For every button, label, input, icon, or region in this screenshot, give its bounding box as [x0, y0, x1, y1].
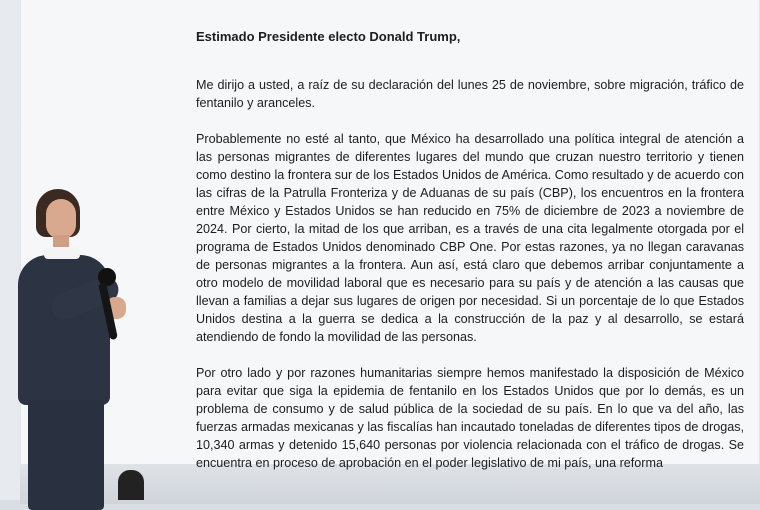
speaker-collar [44, 247, 80, 259]
letter-text [196, 28, 744, 472]
letter-greeting: Estimado Presidente electo Donald Trump, [196, 29, 461, 44]
letter-paragraph-2: Probablemente no esté al tanto, que México ha desarrollado una política integral de atención a las personas migrantes de diferentes lugares del mundo que cruzan nuestro territorio y tienen como destino la frontera sur de los Estados Unidos de América. Como resultado y de acuerdo con las cifras de la Patrulla Fronteriza y de Aduanas de su país (CBP), los encuentros en la frontera entre México y Estados Unidos se han reducido en 75% de diciembre de 2023 a noviembre de 2024. Por cierto, la mitad de los que arriban, es a través de una cita legalmente otorgada por el programa de Estados Unidos denominado CBP One. Por estas razones, ya no llegan caravanas de personas migrantes a la frontera. Aun así, está claro que debemos arribar conjuntamente a otro modelo de movilidad laboral que es necesario para su país y de atención a las causas que llevan a familias a dejar sus lugares de origen por necesidad. Si un porcentaje de lo que Estados Unidos destina a la guerra se dedica a la construcción de la paz y al desarrollo, se estará atendiendo de fondo la movilidad de las personas. [196, 132, 744, 344]
speaker-trousers [28, 400, 104, 510]
speaker-jacket [18, 255, 110, 405]
speaker-figure [10, 185, 150, 505]
microphone-stand [118, 470, 144, 500]
letter-paragraph-3: Por otro lado y por razones humanitarias siempre hemos manifestado la disposición de México para evitar que siga la epidemia de fentanilo en los Estados Unidos que por lo demás, es un problema de consumo y de salud pública de la sociedad de su país. En lo que va del año, las fuerzas armadas mexicanas y las fiscalías han incautado toneladas de diferentes tipos de drogas, 10,340 armas y detenido 15,640 personas por violencia relacionada con el tráfico de drogas. Se encuentra en proceso de aprobación en el poder legislativo de mi país, una reforma [196, 366, 744, 470]
speaker-face [46, 199, 76, 239]
letter-paragraph-1: Me dirijo a usted, a raíz de su declaración del lunes 25 de noviembre, sobre migración, tráfico de fentanilo y aranceles. [196, 78, 744, 110]
